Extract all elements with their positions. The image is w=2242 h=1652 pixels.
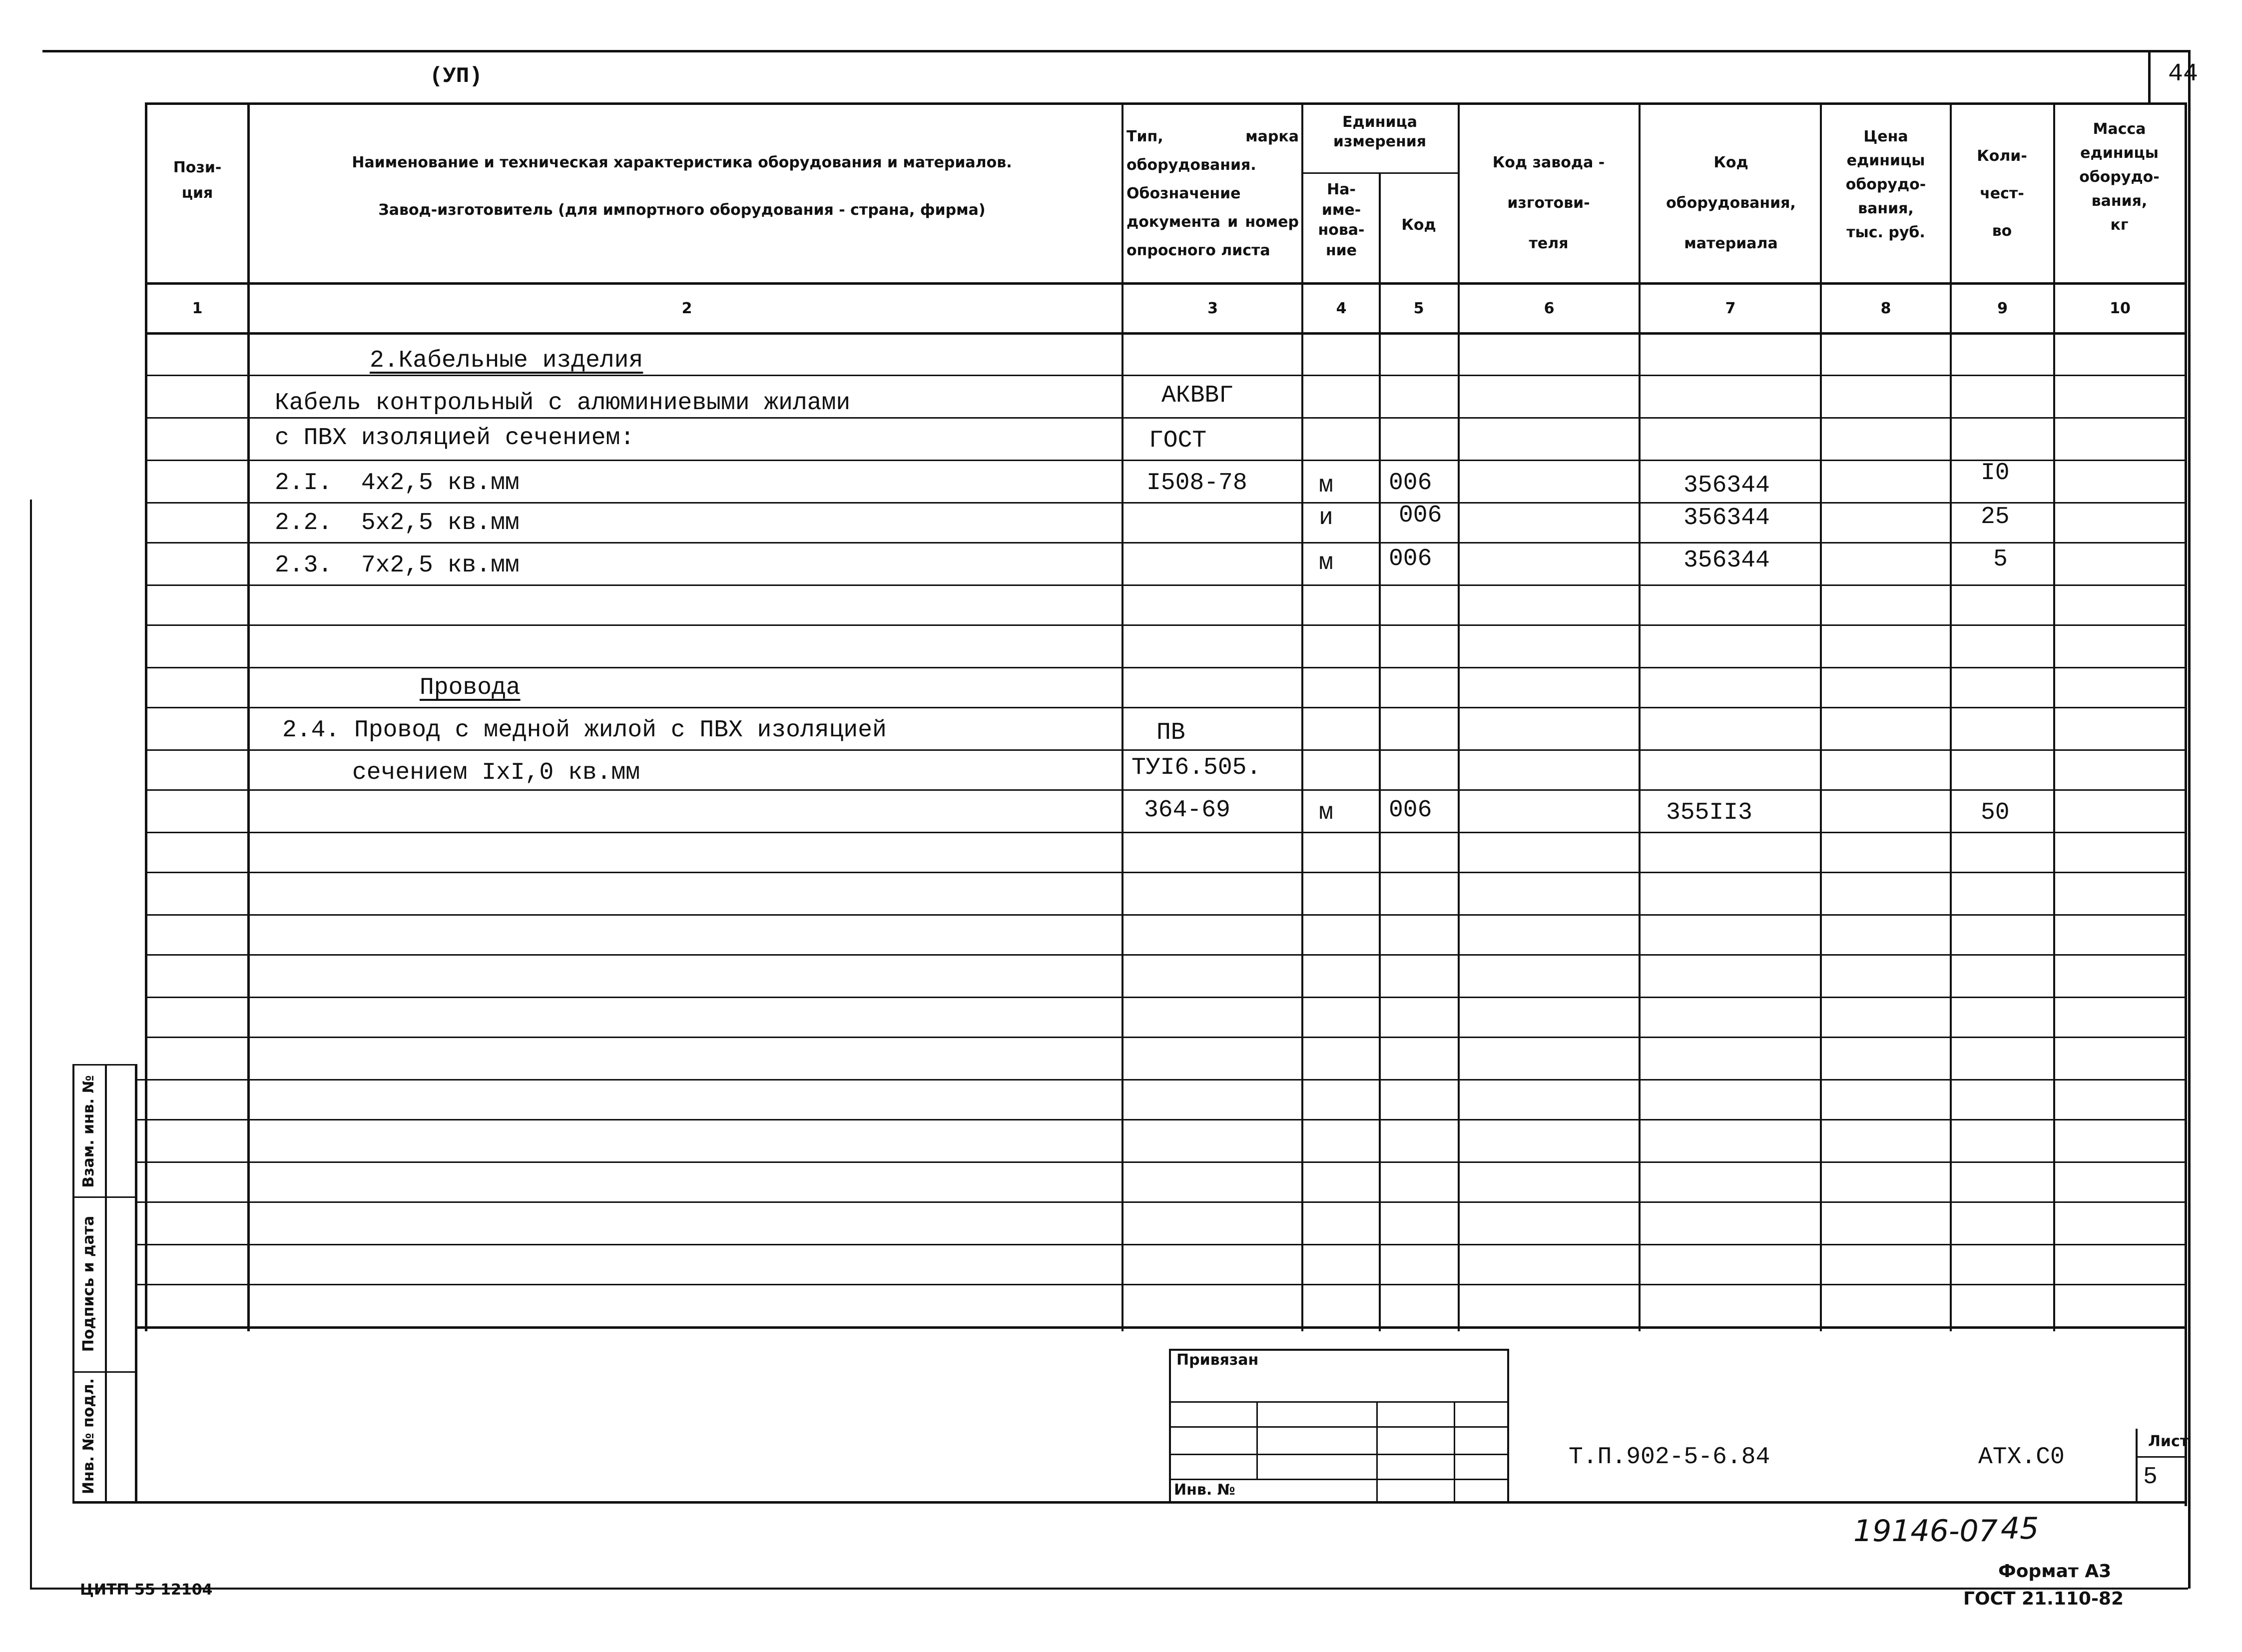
header-unit-name: На- име- нова- ние	[1318, 181, 1365, 259]
row-line	[135, 1119, 2187, 1120]
row-line	[145, 789, 2187, 791]
tb-row-line-2	[1169, 1426, 1509, 1428]
header-name-line1: Наименование и техническая характеристика оборудования и материалов.	[352, 154, 1012, 171]
row-2-2-code: 006	[1399, 502, 1442, 529]
stamp-mid-line	[105, 1064, 107, 1504]
lower-table-line	[135, 1326, 2187, 1329]
header-factory-code: Код завода - изготови- теля	[1492, 154, 1605, 252]
sheet-box-mid	[2136, 1456, 2186, 1458]
tb-col-line-1	[1256, 1401, 1258, 1479]
doc-set: АТХ.С0	[1978, 1444, 2065, 1471]
col-sep-6	[1639, 102, 1641, 1331]
table-left-border	[145, 102, 147, 1331]
wire-qty: 50	[1981, 799, 2010, 826]
wire-description-1: 2.4. Провод с медной жилой с ПВХ изоляцией	[282, 717, 887, 744]
row-line	[145, 1037, 2187, 1038]
col-sep-3	[1301, 102, 1303, 1331]
section-wire-title: Провода	[420, 674, 521, 701]
stamp-vzam-label: Взам. инв. №	[80, 1075, 97, 1188]
colnum-8: 8	[1880, 300, 1891, 317]
frame-top-line	[42, 50, 2191, 52]
wire-code: 006	[1389, 797, 1432, 824]
handwritten-num: 45	[2001, 1511, 2039, 1546]
wire-description-2: сечением IхI,0 кв.мм	[352, 759, 640, 786]
row-line	[145, 997, 2187, 998]
row-line	[145, 584, 2187, 586]
header-price: Цена единицы оборудо- вания, тыс. руб.	[1845, 128, 1926, 241]
row-line	[135, 1201, 2187, 1203]
header-qty: Коли- чест- во	[1977, 147, 2027, 240]
sheet-box-left	[2136, 1429, 2138, 1504]
row-line	[145, 542, 2187, 544]
colnum-7: 7	[1725, 300, 1736, 317]
row-line	[145, 417, 2187, 419]
frame-bottom-line	[30, 1588, 2188, 1590]
wire-standard-2: 364-69	[1144, 797, 1230, 824]
row-2-3-equip-code: 356344	[1683, 547, 1770, 574]
tb-box-top	[1169, 1349, 1509, 1351]
unit-group-line	[1301, 172, 1458, 174]
cable-description-2: с ПВХ изоляцией сечением:	[275, 425, 635, 452]
row-line	[135, 1244, 2187, 1245]
table-top-border	[145, 102, 2187, 105]
wire-standard-1: ТУI6.505.	[1131, 754, 1261, 781]
gost-label: ГОСТ 21.110-82	[1963, 1589, 2124, 1609]
colnum-6: 6	[1544, 300, 1555, 317]
handwritten-id: 19146-07	[1853, 1514, 1998, 1549]
cable-standard-1: ГОСТ	[1149, 427, 1207, 454]
left-stamp: ЦИТП 55 12104	[80, 1581, 213, 1599]
format-label: Формат А3	[1998, 1561, 2112, 1582]
header-bottom-line	[145, 282, 2187, 285]
row-2-1-unit: м	[1319, 472, 1333, 499]
stamp-left-line	[72, 1064, 74, 1504]
col-sep-8	[1950, 102, 1952, 1331]
colnum-5: 5	[1413, 300, 1424, 317]
tb-col-line-2	[1376, 1401, 1378, 1504]
row-line	[145, 914, 2187, 916]
row-line	[145, 749, 2187, 751]
header-position: Пози- ция	[173, 159, 222, 202]
page-number-box-line	[2148, 50, 2151, 105]
col-sep-4	[1379, 172, 1381, 1331]
row-2-1-name: 2.I. 4х2,5 кв.мм	[275, 470, 520, 497]
colnum-2: 2	[681, 300, 692, 317]
col-sep-7	[1820, 102, 1822, 1331]
row-line	[135, 1079, 2187, 1081]
tb-row-line-1	[1169, 1401, 1509, 1403]
sheet-label: Лист	[2148, 1433, 2189, 1450]
row-2-3-qty: 5	[1993, 546, 2008, 573]
header-mass: Масса единицы оборудо- вания, кг	[2079, 120, 2160, 234]
wire-type: ПВ	[1156, 719, 1185, 746]
sheet-number: 5	[2143, 1464, 2158, 1491]
row-line	[145, 624, 2187, 626]
section-cable-title: 2.Кабельные изделия	[370, 347, 643, 374]
header-equip-code: Код оборудования, материала	[1666, 154, 1796, 252]
cable-description-1: Кабель контрольный с алюминиевыми жилами	[275, 390, 851, 417]
stamp-inner-line	[135, 1064, 137, 1504]
row-line	[145, 707, 2187, 708]
doc-code: Т.П.902-5-6.84	[1569, 1444, 1770, 1471]
tb-col-line-3	[1454, 1401, 1455, 1504]
colnum-1: 1	[192, 300, 203, 317]
row-line	[145, 954, 2187, 956]
tb-privyazan: Привязан	[1176, 1351, 1259, 1369]
stamp-inv-podl-label: Инв. № подл.	[80, 1378, 97, 1495]
row-2-3-code: 006	[1389, 546, 1432, 572]
tb-row-line-3	[1169, 1454, 1509, 1455]
wire-equip-code: 355II3	[1666, 799, 1752, 826]
header-name-line2: Завод-изготовитель (для импортного оборудования - страна, фирма)	[378, 201, 986, 219]
header-unit-group: Единица измерения	[1333, 113, 1427, 150]
row-line	[145, 460, 2187, 461]
col-sep-2	[1121, 102, 1123, 1331]
colnum-10: 10	[2110, 300, 2131, 317]
row-2-2-qty: 25	[1981, 504, 2010, 531]
col-sep-9	[2053, 102, 2055, 1331]
row-2-3-unit: м	[1319, 550, 1333, 576]
col-sep-5	[1458, 102, 1460, 1331]
frame-right-edge	[2188, 50, 2191, 1589]
tb-row-line-4	[1169, 1479, 1509, 1480]
row-2-2-unit: и	[1319, 505, 1333, 532]
row-line	[135, 1161, 2187, 1163]
wire-unit: м	[1319, 799, 1333, 826]
row-line	[145, 667, 2187, 668]
cable-standard-2: I508-78	[1146, 470, 1247, 497]
colnum-9: 9	[1997, 300, 2008, 317]
colnum-4: 4	[1336, 300, 1347, 317]
stamp-bottom-line	[72, 1501, 2187, 1504]
row-2-1-equip-code: 356344	[1683, 472, 1770, 499]
header-type: Тип, марка оборудования. Обозначение документа и номер опросного листа	[1126, 128, 1299, 259]
cable-type: АКВВГ	[1161, 382, 1234, 409]
row-line	[145, 375, 2187, 376]
row-2-2-name: 2.2. 5х2,5 кв.мм	[275, 510, 520, 537]
colnum-bottom-line	[145, 332, 2187, 335]
top-label: (УП)	[430, 64, 483, 89]
row-2-2-equip-code: 356344	[1683, 505, 1770, 532]
frame-left-line	[30, 500, 32, 1589]
header-unit-code: Код	[1401, 216, 1436, 234]
row-2-1-code: 006	[1389, 470, 1432, 497]
row-2-3-name: 2.3. 7х2,5 кв.мм	[275, 552, 520, 579]
row-line	[145, 872, 2187, 873]
stamp-podpis-label: Подпись и дата	[80, 1215, 97, 1352]
page-number: 44	[2168, 60, 2199, 88]
row-line	[145, 832, 2187, 833]
colnum-3: 3	[1207, 300, 1218, 317]
tb-inv-no: Инв. №	[1174, 1481, 1235, 1499]
col-sep-1	[247, 102, 250, 1331]
row-line	[135, 1284, 2187, 1285]
row-line	[145, 502, 2187, 504]
row-2-1-qty: I0	[1981, 460, 2010, 487]
